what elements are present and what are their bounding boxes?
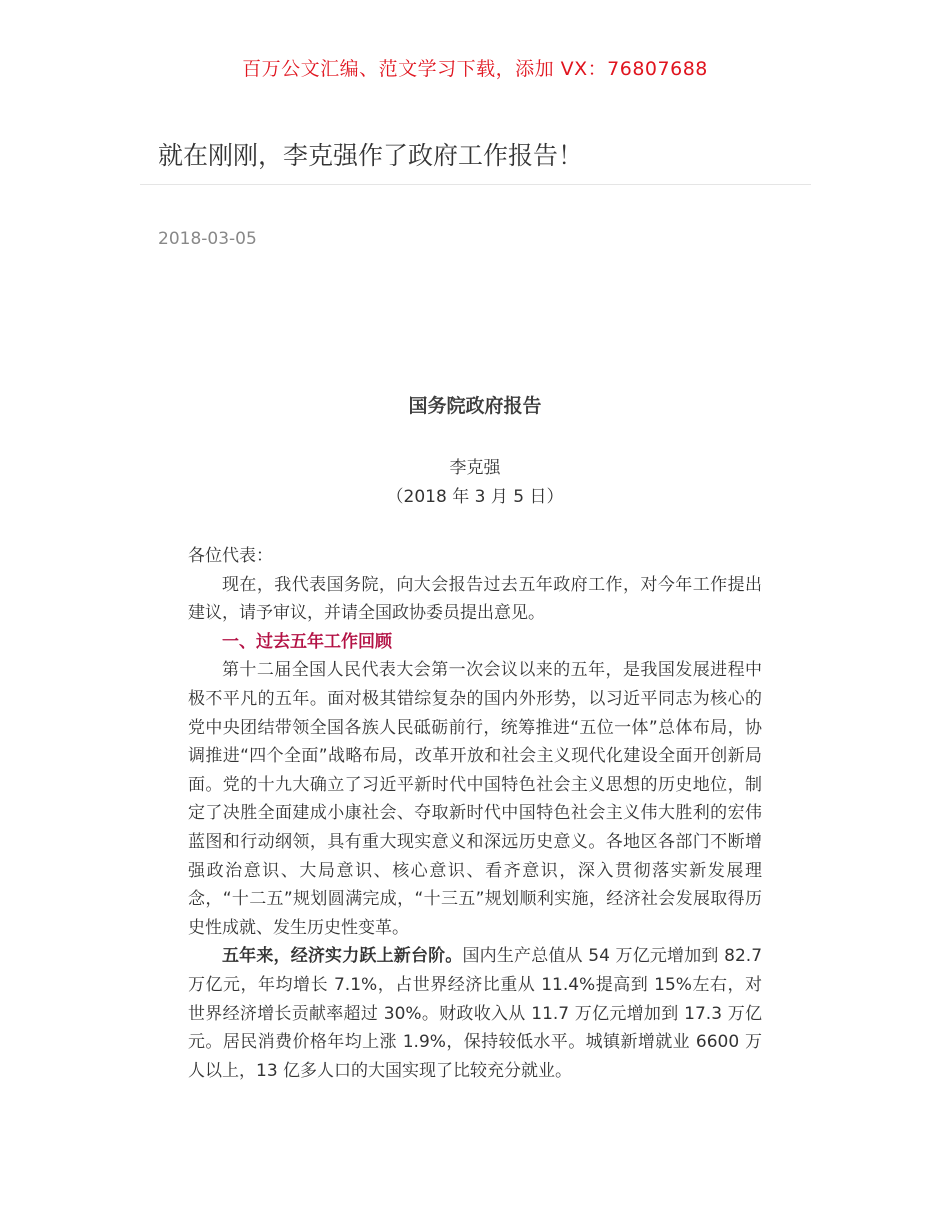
report-author: 李克强: [449, 458, 501, 478]
intro-paragraph: 现在，我代表国务院，向大会报告过去五年政府工作，对今年工作提出建议，请予审议，并请全国政协委员提出意见。: [188, 574, 762, 624]
paragraph-lead: 五年来，经济实力跃上新台阶。: [222, 946, 463, 967]
paragraph: 第十二届全国人民代表大会第一次会议以来的五年，是我国发展进程中极不平凡的五年。面对极其错综复杂的国内外形势，以习近平同志为核心的党中央团结带领全国各族人民砥砺前行，统筹推进“五位一体”总体布局，协调推进“四个全面”战略布局，改革开放和社会主义现代化建设全面开创新局面。党的十九大确立了习近平新时代中国特色社会主义思想的历史地位，制定了决胜全面建成小康社会、夺取新时代中国特色社会主义伟大胜利的宏伟蓝图和行动纲领，具有重大现实意义和深远历史意义。各地区各部门不断增强政治意识、大局意识、核心意识、看齐意识，深入贯彻落实新发展理念，“十二五”规划圆满完成，“十三五”规划顺利实施，经济社会发展取得历史性成就、发生历史性变革。: [188, 660, 762, 938]
article-date: 2018-03-05: [158, 229, 257, 249]
title-divider: [140, 184, 811, 185]
paragraph-body: 国内生产总值从 54 万亿元增加到 82.7 万亿元，年均增长 7.1%，占世界经济比重从 11.4%提高到 15%左右，对世界经济增长贡献率超过 30%。财政收入从 11.7 万亿元增加到 17.3 万亿元。居民消费价格年均上涨 1.9%，保持较低水平。城镇新增就业 6600 万人以上，13 亿多人口的大国实现了比较充分就业。: [188, 946, 763, 1081]
salutation: 各位代表：: [188, 546, 273, 566]
report-heading: 国务院政府报告: [408, 395, 542, 417]
report-date: （2018 年 3 月 5 日）: [386, 487, 564, 507]
article-title: 就在刚刚，李克强作了政府工作报告！: [158, 141, 584, 170]
paragraph: [188, 942, 762, 1085]
section-heading: 一、过去五年工作回顾: [222, 631, 392, 652]
promo-banner: 百万公文汇编、范文学习下载，添加 VX：76807688: [242, 58, 708, 80]
report-body: [188, 542, 762, 1085]
